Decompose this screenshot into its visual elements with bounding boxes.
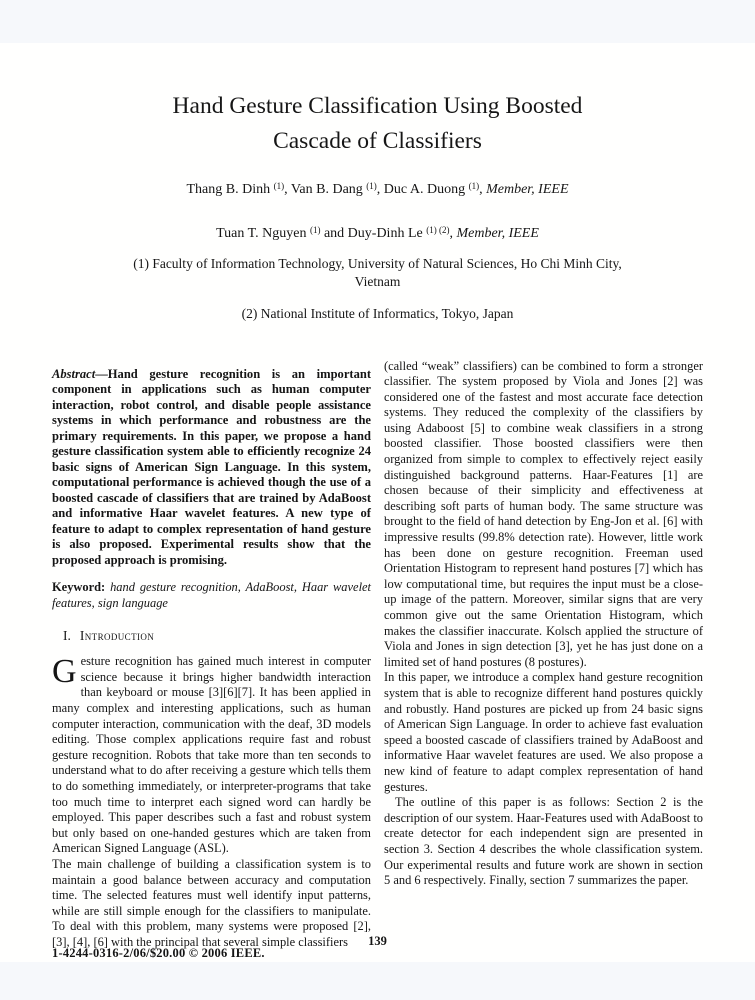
- author-affil-superscript: (1): [273, 180, 285, 191]
- copyright-notice: 1-4244-0316-2/06/$20.00 © 2006 IEEE.: [52, 946, 265, 960]
- author-separator: ,: [284, 182, 291, 197]
- paper-sheet: [0, 43, 755, 962]
- author-name: Van B. Dang: [290, 182, 363, 197]
- author-membership: Member, IEEE: [486, 182, 569, 197]
- affiliation-2-text: (2) National Institute of Informatics, Tokyo, Japan: [241, 306, 514, 321]
- section-number: I.: [63, 628, 71, 644]
- paper-title-line2: Cascade of Classifiers: [273, 128, 482, 154]
- right-paragraph-3: [384, 795, 703, 889]
- intro-paragraph-2-text: The main challenge of building a classification system is to maintain a good balance between accuracy and computation time. The selected features must well identify input patterns, while are still simple enough for the classifiers to manipulate. To deal with this problem, many systems were proposed [2], [3], [4], [6] with the principal that several simple classifiers: [52, 856, 371, 949]
- author-affil-superscript: (1): [468, 180, 480, 191]
- intro-paragraph-1-text: esture recognition has gained much interest in computer science because it brings higher bandwidth interaction than keyboard or mouse [3][6][7]. It has been applied in many complex and interesting applications, such as human computer interaction, communication with the deaf, 3D models editing. Those complex applications require fast and robust gesture recognition. Robots that take more than ten seconds to understand what to do after receiving a gesture which tells them to do something immediately, or interpreter-programs that take too much time to interpret each signed word can hardly be employed. This paper describes such a fast and robust system but only based on one-handed gestures which are taken from American Signed Language (ASL).: [52, 654, 371, 856]
- two-column-body: [0, 359, 755, 951]
- page-number: 139: [368, 934, 387, 948]
- author-separator: ,: [376, 182, 384, 197]
- author-name: Thang B. Dinh: [186, 182, 271, 197]
- author-separator: ,: [449, 226, 457, 241]
- section-heading-introduction: [52, 628, 371, 644]
- paper-title: [0, 89, 755, 159]
- author-affil-superscript: (1) (2): [426, 224, 450, 235]
- author-affil-superscript: (1): [366, 180, 377, 191]
- paper-title-line1: Hand Gesture Classification Using Boosted: [172, 93, 583, 119]
- dropcap-letter: G: [52, 653, 77, 691]
- affiliation-1-line1: (1) Faculty of Information Technology, University of Natural Sciences, Ho Chi Minh City,: [133, 256, 622, 271]
- abstract-paragraph: [52, 367, 371, 569]
- right-paragraph-1: [384, 359, 703, 671]
- keyword-paragraph: [52, 580, 371, 611]
- author-name: Tuan T. Nguyen: [216, 226, 307, 241]
- right-paragraph-2-text: In this paper, we introduce a complex hand gesture recognition system that is able to recognize different hand postures quickly and robustly. Hand postures are picked up from 24 basic signs of American Sign Language. In order to achieve fast evaluation speed a boosted cascade of classifiers trained by AdaBoost and informative Haar wavelet features are used. We also propose a new kind of feature to adapt complex representation of hand gestures.: [384, 670, 703, 794]
- keyword-label: Keyword:: [52, 580, 106, 594]
- intro-paragraph-1: [52, 654, 371, 857]
- author-membership: Member, IEEE: [456, 226, 539, 241]
- affiliation-1-line2: Vietnam: [354, 273, 401, 289]
- authors-line-2: [0, 225, 755, 242]
- right-column: [384, 359, 703, 951]
- affiliation-2: [0, 305, 755, 323]
- keyword-text: hand gesture recognition, AdaBoost, Haar wavelet features, sign language: [52, 580, 371, 610]
- abstract-label: Abstract: [52, 366, 96, 381]
- section-title: Introduction: [79, 628, 155, 644]
- authors-line-1: [0, 181, 755, 198]
- author-name: Duy-Dinh Le: [347, 226, 423, 241]
- right-paragraph-1-text: (called “weak” classifiers) can be combined to form a stronger classifier. The system proposed by Viola and Jones [2] was considered one of the fastest and most accurate face detection systems. They reduced the complexity of the classifiers by using Adaboost [5] to combine weak classifiers in a strong boosted classifier. Those boosted classifiers were then organized from simple to complex to effectively reject easily distinguished background patterns. Haar-Features [1] are chosen because of their simplicity and effectiveness at describing soft parts of human body. The same structure was brought to the field of hand detection by Eng-Jon et al. [6] with impressive results (99.8% detection rate). However, little work has been done on gesture recognition. Freeman used Orientation Histogram to represent hand postures [7] which has low computational time, but requires the input must be a close-up image of the pattern. Moreover, similar signs that are very common give out the same Orientation Histogram, which makes the classifier inaccurate. Kolsch applied the structure of Viola and Jones in sign detection [3], yet he has just done on a limited set of hand postures (8 postures).: [384, 358, 703, 669]
- author-separator: and: [320, 226, 348, 241]
- right-paragraph-3-text: The outline of this paper is as follows: Section 2 is the description of our system. Haar-Features used with AdaBoost to create detector for each independent sign are presented in section 3. Section 4 describes the whole classification system. Our experimental results and future work are shown in section 5 and 6 respectively. Finally, section 7 summarizes the paper.: [384, 795, 703, 888]
- affiliation-1: [0, 255, 755, 290]
- author-separator: ,: [479, 182, 487, 197]
- left-column: [52, 359, 371, 951]
- author-affil-superscript: (1): [309, 224, 321, 235]
- abstract-text: —Hand gesture recognition is an important component in applications such as human computer interaction, robot control, and disable people assistance systems in which performance and robustness are the primary requirements. In this paper, we propose a hand gesture classification system able to efficiently recognize 24 basic signs of American Sign Language. In this system, computational performance is achieved though the use of a boosted cascade of classifiers that are trained by AdaBoost and informative Haar wavelet features. A new type of feature to adapt to complex representation of hand gesture is also proposed. Experimental results show that the proposed approach is promising.: [52, 366, 371, 567]
- right-paragraph-2: [384, 670, 703, 795]
- author-name: Duc A. Duong: [383, 182, 466, 197]
